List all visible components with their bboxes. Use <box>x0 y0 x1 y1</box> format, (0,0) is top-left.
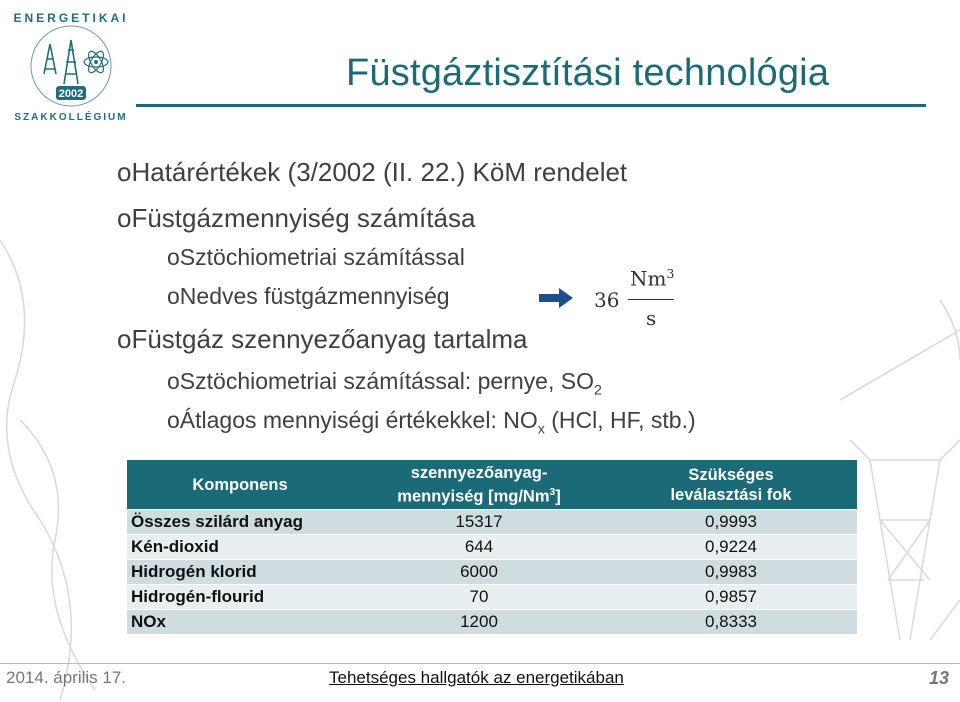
formula-coefficient: 36 <box>594 288 620 312</box>
page-title: Füstgáztisztítási technológia <box>346 52 830 94</box>
cell-amount: 70 <box>353 585 605 610</box>
logo-top-text: ENERGETIKAI <box>13 11 129 25</box>
cell-amount: 6000 <box>353 560 605 585</box>
bullet-average-values <box>167 407 696 438</box>
pollutant-table <box>127 460 857 634</box>
bullet-text: Sztöchiometriai számítással: pernye, SO <box>179 368 594 394</box>
bullet-stoichiometric <box>167 244 465 271</box>
bullet-marker: o <box>167 283 180 309</box>
formula-fraction-bar <box>628 299 674 300</box>
bullet-wet-flue-gas <box>167 283 450 310</box>
table-row <box>127 610 857 635</box>
header-separation-degree: Szükséges leválasztási fok <box>605 460 857 510</box>
bullet-subscript: 2 <box>593 382 602 399</box>
footer-divider <box>0 663 960 664</box>
bullet-text: Sztöchiometriai számítással <box>179 244 465 270</box>
bullet-flue-gas-amount <box>117 203 475 234</box>
bullet-marker: o <box>117 203 132 233</box>
bullet-marker: o <box>117 324 132 354</box>
energetikai-szakkollegium-logo <box>4 4 139 122</box>
bullet-pollutant-content <box>117 324 527 355</box>
table-row <box>127 510 857 535</box>
formula-numerator: Nm$^3$ <box>630 266 675 291</box>
bullet-text: Nedves füstgázmennyiség <box>179 283 450 309</box>
footer-title-link[interactable]: Tehetséges hallgatók az energetikában <box>329 668 624 687</box>
cell-degree: 0,9857 <box>605 585 857 610</box>
bullet-marker: o <box>167 407 180 433</box>
cell-component: NOx <box>127 610 353 635</box>
header-component: Komponens <box>127 460 353 510</box>
cell-component: Kén-dioxid <box>127 535 353 560</box>
right-arrow-icon <box>539 288 573 308</box>
bullet-stoich-pollutants <box>167 368 602 399</box>
logo-bottom-text: SZAKKOLLÉGIUM <box>14 112 128 122</box>
bullet-tail: (HCl, HF, stb.) <box>544 407 696 433</box>
bullet-text: Határértékek (3/2002 (II. 22.) KöM rendelet <box>131 157 628 187</box>
logo-year: 2002 <box>58 88 84 100</box>
table-header-row <box>127 460 857 510</box>
cell-component: Hidrogén klorid <box>127 560 353 585</box>
cell-degree: 0,9993 <box>605 510 857 535</box>
bullet-subscript: x <box>537 421 545 438</box>
footer-date: 2014. április 17. <box>6 668 127 687</box>
cell-amount: 644 <box>353 535 605 560</box>
title-divider <box>136 104 926 107</box>
bullet-marker: o <box>117 157 132 187</box>
formula-denominator: s <box>646 306 657 330</box>
cell-amount: 15317 <box>353 510 605 535</box>
bullet-marker: o <box>167 244 180 270</box>
cell-degree: 0,8333 <box>605 610 857 635</box>
cell-component: Összes szilárd anyag <box>127 510 353 535</box>
bullet-text: Füstgáz szennyezőanyag tartalma <box>131 324 528 354</box>
bullet-text: Füstgázmennyiség számítása <box>131 203 476 233</box>
cell-amount: 1200 <box>353 610 605 635</box>
bullet-text: Átlagos mennyiségi értékekkel: NO <box>179 407 538 433</box>
table-row <box>127 585 857 610</box>
bullet-marker: o <box>167 368 180 394</box>
cell-degree: 0,9983 <box>605 560 857 585</box>
table-row <box>127 535 857 560</box>
header-amount: szennyezőanyag- mennyiség [mg/Nm$^3$] <box>353 460 605 510</box>
cell-degree: 0,9224 <box>605 535 857 560</box>
slide-number: 13 <box>929 668 950 688</box>
bullet-limit-values <box>117 157 627 188</box>
cell-component: Hidrogén-flourid <box>127 585 353 610</box>
table-row <box>127 560 857 585</box>
